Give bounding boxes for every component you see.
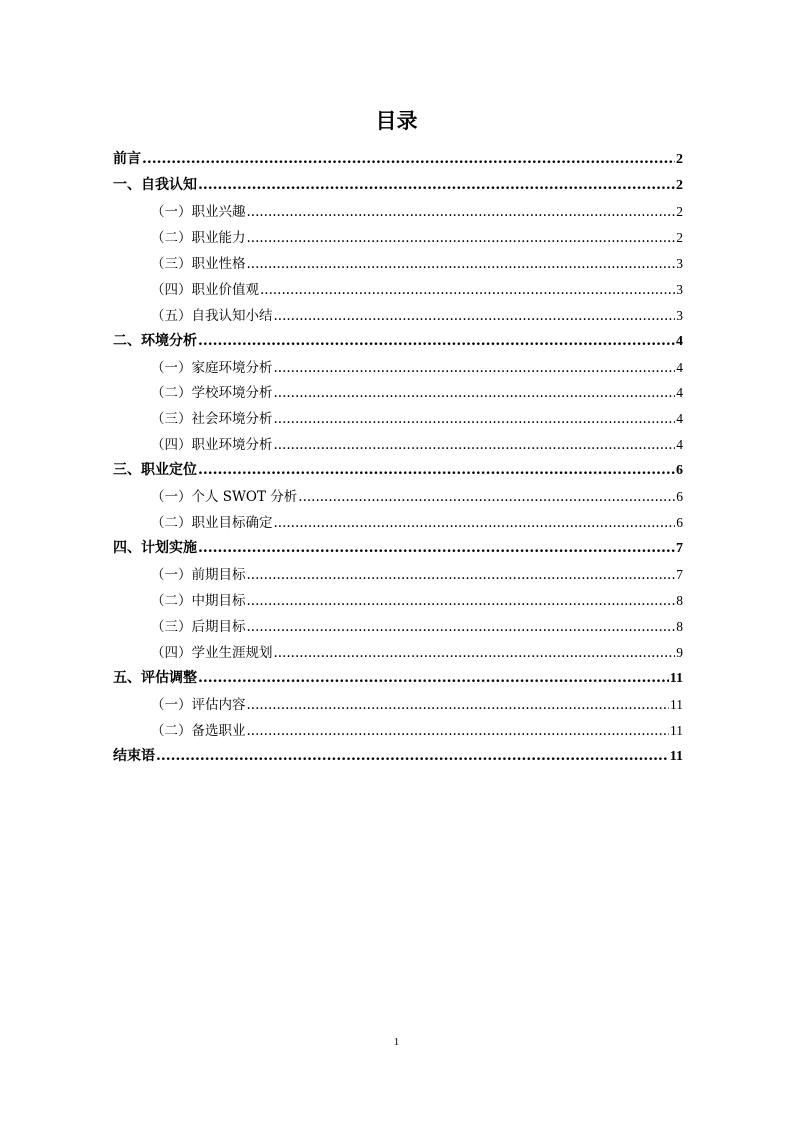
dot-leader (274, 407, 676, 433)
page-number: 1 (393, 1036, 400, 1048)
toc-entry-page: 8 (676, 618, 683, 634)
toc-entry-text: （三）后期目标 (151, 618, 246, 635)
toc-entry-page: 4 (676, 385, 683, 401)
dot-leader (247, 563, 676, 589)
toc-entry-page: 11 (670, 722, 683, 738)
toc-entry-page: 11 (669, 670, 683, 686)
toc-entry-section[interactable] (113, 562, 683, 588)
toc-entry-chapter[interactable] (113, 329, 683, 355)
dot-leader (274, 356, 676, 382)
toc-entry-text: （三）职业性格 (151, 255, 246, 272)
toc-entry-section[interactable] (113, 510, 683, 536)
toc-entry-section[interactable] (113, 588, 683, 614)
toc-entry-page: 4 (676, 359, 683, 375)
dot-leader (247, 693, 670, 719)
dot-leader (298, 485, 675, 511)
toc-entry-section[interactable] (113, 225, 683, 251)
toc-entry-section[interactable] (113, 355, 683, 381)
toc-entry-text: （二）备选职业 (151, 722, 246, 739)
toc-entry-page: 2 (676, 203, 683, 219)
toc-title: 目录 (375, 109, 418, 133)
toc-entry-text: （一）职业兴趣 (151, 203, 246, 220)
dot-leader (260, 278, 675, 304)
dot-leader (274, 511, 676, 537)
dot-leader (247, 252, 676, 278)
toc-entry-page: 2 (676, 152, 683, 167)
toc-entry-text: （一）评估内容 (151, 696, 246, 713)
toc-entry-text: （一）前期目标 (151, 567, 246, 583)
toc-entry-chapter[interactable] (113, 173, 683, 199)
dot-leader (198, 536, 675, 562)
toc-entry-section[interactable] (113, 614, 683, 640)
toc-entry-text: 二、环境分析 (113, 332, 197, 349)
toc-entry-text: 前言 (113, 151, 141, 167)
toc-entry-page: 6 (676, 463, 683, 479)
toc-entry-text: 一、自我认知 (113, 176, 197, 193)
dot-leader (247, 226, 676, 252)
toc-entry-text: 结束语 (113, 747, 155, 764)
dot-leader (198, 329, 675, 355)
toc-entry-section[interactable] (113, 484, 683, 510)
table-of-contents (113, 147, 683, 770)
toc-entry-section[interactable] (113, 380, 683, 406)
toc-entry-text: （四）职业环境分析 (151, 437, 273, 454)
toc-entry-page: 6 (676, 515, 683, 531)
dot-leader (198, 666, 669, 692)
toc-entry-chapter[interactable] (113, 147, 683, 173)
toc-entry-page: 2 (676, 229, 683, 245)
toc-entry-chapter[interactable] (113, 458, 683, 484)
toc-entry-page: 4 (676, 333, 683, 349)
toc-entry-page: 4 (676, 437, 683, 453)
toc-entry-section[interactable] (113, 251, 683, 277)
dot-leader (247, 589, 676, 615)
dot-leader (274, 381, 676, 407)
toc-entry-section[interactable] (113, 199, 683, 225)
toc-entry-page: 7 (676, 567, 683, 582)
dot-leader (274, 641, 676, 667)
toc-entry-text: （二）中期目标 (151, 592, 246, 609)
dot-leader (247, 200, 676, 226)
toc-entry-page: 7 (676, 541, 683, 557)
toc-entry-section[interactable] (113, 303, 683, 329)
toc-entry-text: （五）自我认知小结 (151, 307, 273, 324)
dot-leader (247, 719, 670, 745)
toc-entry-page: 11 (670, 696, 683, 712)
toc-entry-text: （三）社会环境分析 (151, 411, 273, 428)
dot-leader (198, 173, 675, 199)
dot-leader (198, 458, 675, 484)
toc-entry-text: 四、计划实施 (113, 540, 197, 557)
toc-entry-section[interactable] (113, 692, 683, 718)
toc-entry-page: 9 (676, 644, 683, 660)
toc-entry-chapter[interactable] (113, 666, 683, 692)
toc-entry-text: （四）学业生涯规划 (151, 644, 273, 661)
toc-entry-page: 8 (676, 592, 683, 608)
toc-entry-section[interactable] (113, 277, 683, 303)
dot-leader (274, 304, 676, 330)
toc-entry-page: 11 (669, 748, 683, 764)
toc-entry-page: 3 (676, 307, 683, 323)
toc-entry-page: 3 (676, 281, 683, 297)
toc-entry-text: （二）学校环境分析 (151, 385, 273, 402)
toc-entry-section[interactable] (113, 718, 683, 744)
toc-entry-text: 五、评估调整 (113, 669, 197, 686)
dot-leader (274, 433, 676, 459)
toc-entry-text: （四）职业价值观 (151, 281, 259, 298)
toc-entry-text: （二）职业能力 (151, 229, 246, 246)
toc-entry-text: （一）个人 SWOT 分析 (151, 489, 298, 506)
toc-entry-page: 4 (676, 411, 683, 427)
toc-entry-page: 2 (676, 177, 683, 193)
toc-entry-section[interactable] (113, 406, 683, 432)
toc-entry-page: 6 (676, 489, 683, 505)
toc-entry-page: 3 (676, 255, 683, 271)
dot-leader (156, 744, 669, 770)
toc-entry-text: （二）职业目标确定 (151, 515, 273, 532)
toc-entry-text: （一）家庭环境分析 (151, 359, 273, 376)
toc-entry-chapter[interactable] (113, 744, 683, 770)
toc-entry-section[interactable] (113, 432, 683, 458)
dot-leader (142, 147, 675, 173)
toc-entry-text: 三、职业定位 (113, 462, 197, 479)
dot-leader (247, 615, 676, 641)
toc-entry-section[interactable] (113, 640, 683, 666)
toc-entry-chapter[interactable] (113, 536, 683, 562)
